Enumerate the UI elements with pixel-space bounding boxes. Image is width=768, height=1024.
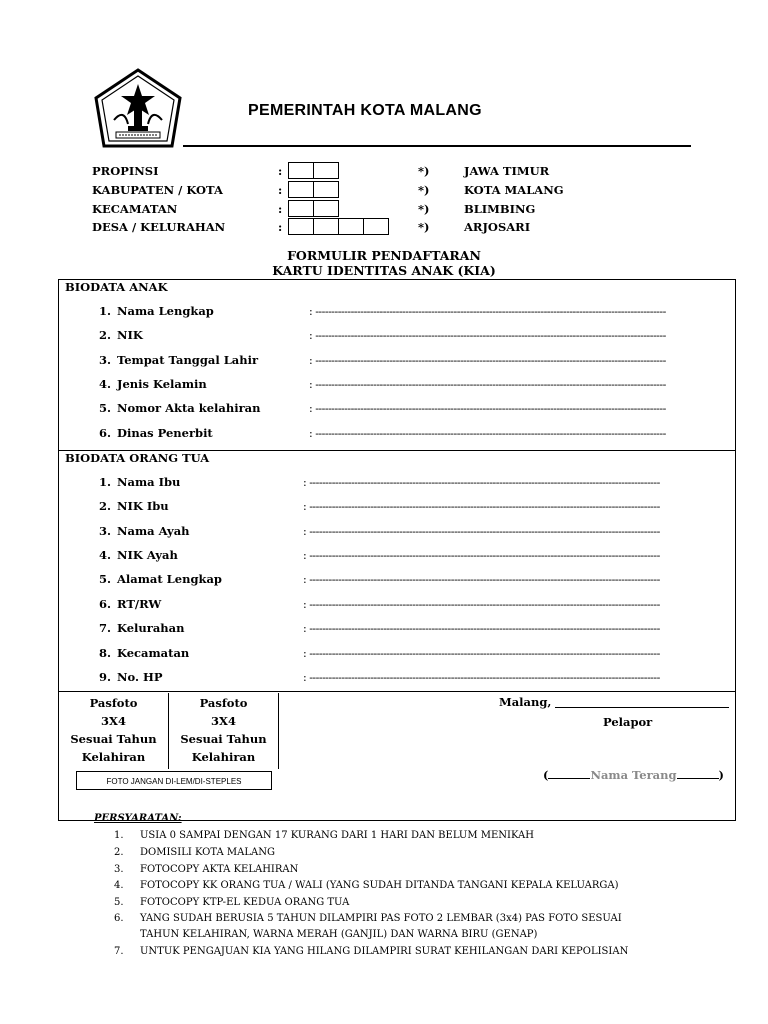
- field-rt-rw: 6. RT/RW: [98, 597, 162, 611]
- region-colon: :: [278, 202, 283, 216]
- region-label: PROPINSI: [92, 164, 159, 178]
- photo-box: Pasfoto 3X4 Sesuai Tahun Kelahiran: [169, 693, 279, 769]
- section-heading-ortu: BIODATA ORANG TUA: [65, 451, 210, 465]
- code-boxes[interactable]: [288, 218, 388, 235]
- code-boxes[interactable]: [288, 162, 338, 179]
- input-line[interactable]: : -------------------------------------------------------------------------------------------------------------: [309, 354, 666, 367]
- field-nik-ayah: 4. NIK Ayah: [98, 548, 178, 562]
- input-line[interactable]: : -------------------------------------------------------------------------------------------------------------: [303, 525, 660, 538]
- date-line[interactable]: [555, 707, 729, 708]
- requirement-item: 2. DOMISILI KOTA MALANG: [114, 847, 275, 858]
- region-colon: :: [278, 183, 283, 197]
- region-label: KECAMATAN: [92, 202, 178, 216]
- section-divider: [59, 691, 735, 692]
- region-colon: :: [278, 164, 283, 178]
- field-nik-ibu: 2. NIK Ibu: [98, 499, 169, 513]
- signature-role: Pelapor: [603, 715, 653, 729]
- input-line[interactable]: : -------------------------------------------------------------------------------------------------------------: [303, 573, 660, 586]
- requirements-heading: PERSYARATAN:: [94, 813, 182, 824]
- region-mark: *): [418, 183, 430, 197]
- region-mark: *): [418, 202, 430, 216]
- field-kecamatan: 8. Kecamatan: [98, 646, 190, 660]
- requirement-item: 5. FOTOCOPY KTP-EL KEDUA ORANG TUA: [114, 897, 350, 908]
- region-value: BLIMBING: [464, 202, 536, 216]
- input-line[interactable]: : -------------------------------------------------------------------------------------------------------------: [303, 671, 660, 684]
- input-line[interactable]: : -------------------------------------------------------------------------------------------------------------: [309, 378, 666, 391]
- input-line[interactable]: : -------------------------------------------------------------------------------------------------------------: [309, 427, 666, 440]
- region-colon: :: [278, 220, 283, 234]
- requirement-item: 1. USIA 0 SAMPAI DENGAN 17 KURANG DARI 1 HARI DAN BELUM MENIKAH: [114, 830, 535, 841]
- page-title: PEMERINTAH KOTA MALANG: [248, 102, 482, 119]
- field-kelurahan: 7. Kelurahan: [98, 621, 185, 635]
- field-dinas-penerbit: 6. Dinas Penerbit: [98, 426, 213, 440]
- field-nama-ayah: 3. Nama Ayah: [98, 524, 190, 538]
- field-tempat-tanggal-lahir: 3. Tempat Tanggal Lahir: [98, 353, 259, 367]
- input-line[interactable]: : -------------------------------------------------------------------------------------------------------------: [309, 305, 666, 318]
- input-line[interactable]: : -------------------------------------------------------------------------------------------------------------: [303, 598, 660, 611]
- input-line[interactable]: : -------------------------------------------------------------------------------------------------------------: [303, 622, 660, 635]
- photo-box: Pasfoto 3X4 Sesuai Tahun Kelahiran: [59, 693, 169, 769]
- signature-name[interactable]: ( Nama Terang ): [543, 768, 724, 782]
- code-boxes[interactable]: [288, 181, 338, 198]
- field-nomor-akta: 5. Nomor Akta kelahiran: [98, 401, 261, 415]
- field-no-hp: 9. No. HP: [98, 670, 163, 684]
- form-title-line2: KARTU IDENTITAS ANAK (KIA): [272, 263, 496, 278]
- requirement-item: 6. YANG SUDAH BERUSIA 5 TAHUN DILAMPIRI PAS FOTO 2 LEMBAR (3x4) PAS FOTO SESUAI: [114, 913, 622, 924]
- region-mark: *): [418, 164, 430, 178]
- requirement-item: 7. UNTUK PENGAJUAN KIA YANG HILANG DILAMPIRI SURAT KEHILANGAN DARI KEPOLISIAN: [114, 946, 629, 957]
- title-divider: [183, 145, 691, 147]
- field-alamat-lengkap: 5. Alamat Lengkap: [98, 572, 222, 586]
- input-line[interactable]: : -------------------------------------------------------------------------------------------------------------: [303, 549, 660, 562]
- requirement-item: 4. FOTOCOPY KK ORANG TUA / WALI (YANG SUDAH DITANDA TANGANI KEPALA KELUARGA): [114, 880, 619, 891]
- requirement-item: 3. FOTOCOPY AKTA KELAHIRAN: [114, 864, 299, 875]
- kota-malang-emblem-icon: [94, 68, 182, 150]
- form-title-line1: FORMULIR PENDAFTARAN: [287, 248, 481, 263]
- region-value: ARJOSARI: [464, 220, 531, 234]
- input-line[interactable]: : -------------------------------------------------------------------------------------------------------------: [309, 329, 666, 342]
- form-frame: [58, 279, 736, 821]
- photo-note: FOTO JANGAN DI-LEM/DI-STEPLES: [76, 771, 272, 790]
- input-line[interactable]: : -------------------------------------------------------------------------------------------------------------: [309, 402, 666, 415]
- field-jenis-kelamin: 4. Jenis Kelamin: [98, 377, 207, 391]
- region-label: DESA / KELURAHAN: [92, 220, 226, 234]
- field-nik: 2. NIK: [98, 328, 143, 342]
- region-mark: *): [418, 220, 430, 234]
- region-value: JAWA TIMUR: [464, 164, 550, 178]
- section-heading-anak: BIODATA ANAK: [65, 280, 168, 294]
- region-value: KOTA MALANG: [464, 183, 564, 197]
- signature-city: Malang,: [499, 695, 552, 709]
- code-boxes[interactable]: [288, 200, 338, 217]
- region-label: KABUPATEN / KOTA: [92, 183, 223, 197]
- input-line[interactable]: : -------------------------------------------------------------------------------------------------------------: [303, 476, 660, 489]
- requirement-item: TAHUN KELAHIRAN, WARNA MERAH (GANJIL) DAN WARNA BIRU (GENAP): [140, 929, 538, 940]
- input-line[interactable]: : -------------------------------------------------------------------------------------------------------------: [303, 647, 660, 660]
- field-nama-lengkap: 1. Nama Lengkap: [98, 304, 214, 318]
- field-nama-ibu: 1. Nama Ibu: [98, 475, 181, 489]
- input-line[interactable]: : -------------------------------------------------------------------------------------------------------------: [303, 500, 660, 513]
